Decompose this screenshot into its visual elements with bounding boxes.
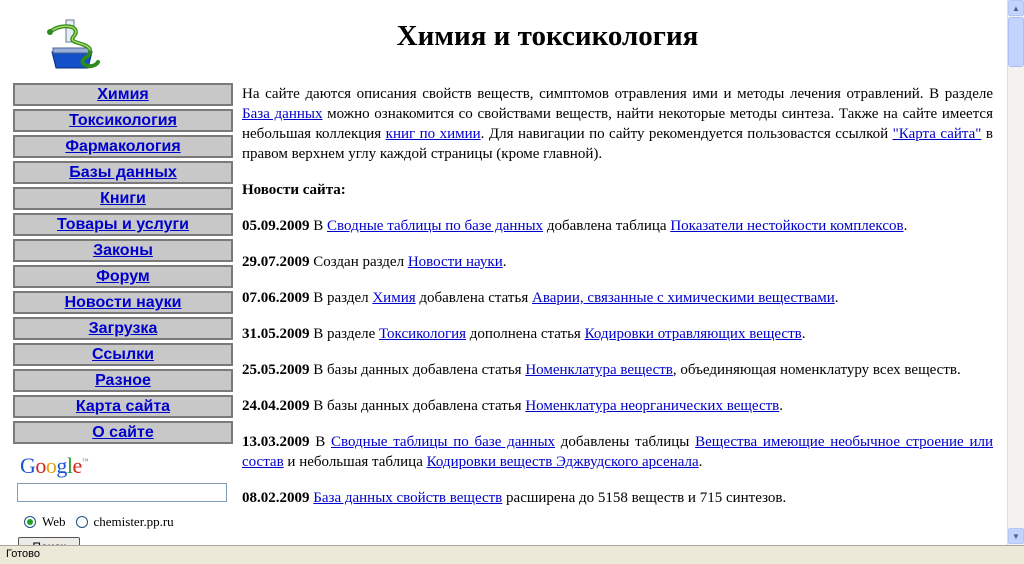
news-text: добавлены таблицы [555, 434, 696, 450]
news-item [242, 324, 993, 344]
news-text: . [801, 326, 806, 342]
page-title: Химия и токсикология [396, 20, 699, 52]
nav-item-downloads[interactable]: Загрузка [13, 317, 233, 340]
news-date: 31.05.2009 [242, 326, 310, 342]
news-link[interactable]: Номенклатура неорганических веществ [525, 398, 780, 414]
intro-text: На сайте даются описания свойств веществ, симптомов отравления ими и методы лечения отравлений. В разделе [242, 86, 993, 102]
news-link[interactable]: Новости науки [407, 254, 503, 270]
nav-item-books[interactable]: Книги [13, 187, 233, 210]
scroll-down-icon[interactable]: ▼ [1008, 528, 1024, 544]
nav-item-databases[interactable]: Базы данных [13, 161, 233, 184]
vertical-scrollbar[interactable] [1007, 0, 1024, 545]
nav-item-toxicology[interactable]: Токсикология [13, 109, 233, 132]
news-link[interactable]: Сводные таблицы по базе данных [331, 434, 556, 450]
nav-item-pharmacology[interactable]: Фармакология [13, 135, 233, 158]
news-item [242, 288, 993, 308]
news-date: 25.05.2009 [242, 362, 310, 378]
news-date: 08.02.2009 [242, 490, 310, 506]
news-text: добавлена таблица [543, 218, 671, 234]
news-text: добавлена статья [415, 290, 532, 306]
intro-text: в правом верхнем углу каждой страницы (кроме главной). [242, 126, 993, 162]
nav-item-links[interactable]: Ссылки [13, 343, 233, 366]
radio-site[interactable] [76, 516, 88, 528]
news-text: В разделе [309, 326, 379, 342]
news-text: В базы данных добавлена статья [309, 398, 526, 414]
nav-item-chemistry[interactable]: Химия [13, 83, 233, 106]
news-text: , объединяющая номенклатуру всех веществ. [672, 362, 961, 378]
main-content [242, 84, 993, 524]
news-text: В [309, 434, 331, 450]
news-text: В раздел [309, 290, 373, 306]
news-text: . [502, 254, 507, 270]
nav-item-misc[interactable]: Разное [13, 369, 233, 392]
news-item [242, 252, 993, 272]
news-link[interactable]: Показатели нестойкости комплексов [670, 218, 904, 234]
news-text: и небольшая таблица [283, 454, 427, 470]
news-item [242, 216, 993, 236]
news-link[interactable]: Аварии, связанные с химическими веществами [531, 290, 835, 306]
intro-text: . Для навигации по сайту рекомендуется пользовастся ссылкой [480, 126, 893, 142]
news-link[interactable]: Вещества имеющие необычное строение или состав [242, 434, 994, 470]
intro-text: можно ознакомится со свойствами веществ, найти некоторые методы синтеза. Также на сайте имеется небольшая коллекция [242, 106, 993, 142]
news-link[interactable]: Кодировки отравляющих веществ [584, 326, 802, 342]
radio-web[interactable] [24, 516, 36, 528]
nav-item-sitemap[interactable]: Карта сайта [13, 395, 233, 418]
sitemap-link[interactable]: "Карта сайта" [892, 126, 982, 142]
news-text: . [903, 218, 908, 234]
news-link[interactable]: Номенклатура веществ [525, 362, 673, 378]
news-text: В базы данных добавлена статья [309, 362, 526, 378]
scroll-up-icon[interactable]: ▲ [1008, 0, 1024, 16]
news-link[interactable]: Химия [372, 290, 416, 306]
database-link[interactable]: База данных [242, 106, 323, 122]
status-bar [0, 545, 1024, 564]
search-scope-options [24, 514, 184, 530]
status-text: Готово [6, 548, 40, 560]
news-link[interactable]: Сводные таблицы по базе данных [327, 218, 544, 234]
news-item [242, 432, 993, 472]
news-heading: Новости сайта: [242, 182, 346, 198]
news-date: 13.03.2009 [242, 434, 310, 450]
news-text: . [779, 398, 783, 414]
news-text: Создан раздел [309, 254, 408, 270]
news-item [242, 488, 993, 508]
news-text: дополнена статья [466, 326, 585, 342]
nav-item-laws[interactable]: Законы [13, 239, 233, 262]
news-text: . [834, 290, 839, 306]
news-link[interactable]: База данных свойств веществ [313, 490, 503, 506]
search-input[interactable] [17, 483, 227, 502]
nav-item-forum[interactable]: Форум [13, 265, 233, 288]
news-text: расширена до 5158 веществ и 715 синтезов. [502, 490, 787, 506]
scroll-thumb[interactable] [1008, 17, 1024, 67]
news-text: В [309, 218, 328, 234]
news-item [242, 396, 993, 416]
news-date: 05.09.2009 [242, 218, 310, 234]
nav-item-about[interactable]: О сайте [13, 421, 233, 444]
nav-item-goods-services[interactable]: Товары и услуги [13, 213, 233, 236]
main-nav [13, 83, 233, 447]
news-date: 29.07.2009 [242, 254, 310, 270]
flask-snake-logo-icon[interactable] [44, 18, 100, 70]
radio-web-label: Web [42, 514, 66, 529]
books-link[interactable]: книг по химии [385, 126, 481, 142]
news-item [242, 360, 993, 380]
news-date: 24.04.2009 [242, 398, 310, 414]
google-logo: Google™ [20, 453, 89, 478]
news-link[interactable]: Токсикология [379, 326, 467, 342]
news-date: 07.06.2009 [242, 290, 310, 306]
news-text: . [698, 454, 703, 470]
news-link[interactable]: Кодировки веществ Эджвудского арсенала [426, 454, 699, 470]
trademark-mark: ™ [81, 457, 89, 465]
nav-item-science-news[interactable]: Новости науки [13, 291, 233, 314]
intro-paragraph [242, 84, 993, 164]
radio-site-label: chemister.pp.ru [93, 514, 174, 529]
